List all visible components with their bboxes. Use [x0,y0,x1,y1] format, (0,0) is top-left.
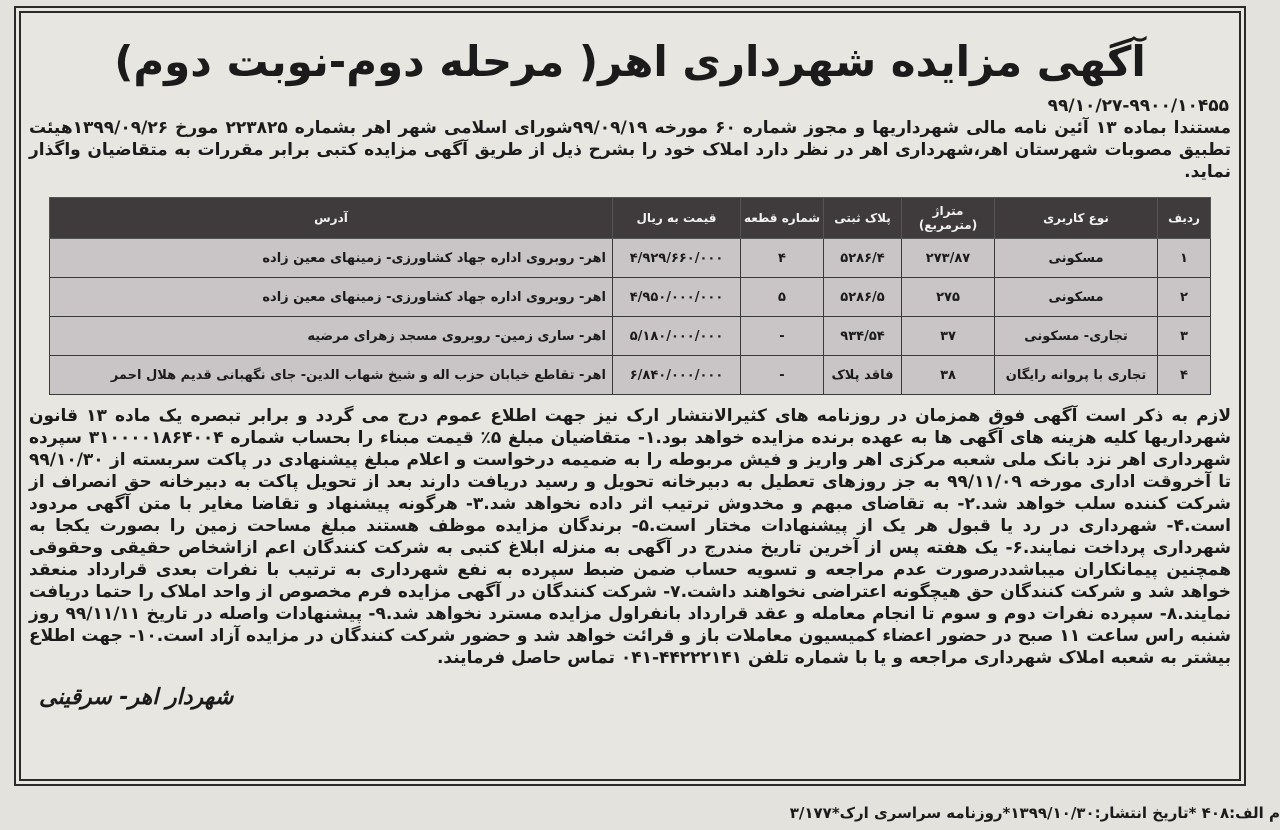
cell-area: ۲۷۵ [902,278,995,317]
cell-usage-type: مسکونی [995,239,1158,278]
cell-registration-plate: ۵۲۸۶/۴ [824,239,902,278]
notice-content [29,19,1231,773]
cell-price: ۵/۱۸۰/۰۰۰/۰۰۰ [613,317,741,356]
table-row [50,317,1211,356]
table-row [50,278,1211,317]
lots-table [49,197,1211,395]
notice-title: آگهی مزایده شهرداری اهر( مرحله دوم-نوبت دوم) [114,37,1146,86]
notice-frame [14,6,1246,786]
cell-row-number: ۲ [1158,278,1211,317]
header-row-number: ردیف [1158,198,1211,239]
cell-area: ۳۸ [902,356,995,395]
cell-area: ۳۷ [902,317,995,356]
cell-registration-plate: ۹۳۴/۵۴ [824,317,902,356]
publication-footer: ۳/۱۷۷*م الف:۴۰۸ *تاریخ انتشار:۱۳۹۹/۱۰/۳۰*روزنامه سراسری ارک [789,804,1280,822]
header-area: متراژ (مترمربع) [902,198,995,239]
table-row [50,356,1211,395]
cell-area: ۲۷۳/۸۷ [902,239,995,278]
cell-price: ۶/۸۴۰/۰۰۰/۰۰۰ [613,356,741,395]
cell-registration-plate: فاقد پلاک [824,356,902,395]
header-parcel-number: شماره قطعه [741,198,824,239]
cell-address: اهر- تقاطع خیابان حزب اله و شیخ شهاب الدین- جای نگهبانی قدیم هلال احمر [50,356,613,395]
cell-registration-plate: ۵۲۸۶/۵ [824,278,902,317]
mayor-signature: شهردار اهر- سرقینی [39,685,234,710]
table-header-row [50,198,1211,239]
cell-row-number: ۱ [1158,239,1211,278]
cell-address: اهر- روبروی اداره جهاد کشاورزی- زمینهای معین زاده [50,239,613,278]
header-usage-type: نوع کاربری [995,198,1158,239]
cell-price: ۴/۹۵۰/۰۰۰/۰۰۰ [613,278,741,317]
notice-intro: مستندا بماده ۱۳ آئین نامه مالی شهرداریها و مجوز شماره ۶۰ مورخه ۹۹/۰۹/۱۹شورای اسلامی شهر اهر بشماره ۲۲۳۸۲۵ مورخ ۱۳۹۹/۰۹/۲۶هیئت تطبیق مصوبات شهرستان اهر،شهرداری اهر در نظر دارد املاک خود را بشرح ذیل از طریق آگهی مزایده کتبی برابر مقررات به متقاضیان واگذار نماید. [29,118,1231,182]
header-price: قیمت به ریال [613,198,741,239]
header-address: آدرس [50,198,613,239]
notice-reference: ۹۹/۱۰/۲۷-۹۹۰۰/۱۰۴۵۵ [1047,96,1229,116]
cell-parcel-number: ۵ [741,278,824,317]
cell-usage-type: تجاری- مسکونی [995,317,1158,356]
table-row [50,239,1211,278]
cell-parcel-number: - [741,317,824,356]
cell-parcel-number: - [741,356,824,395]
cell-row-number: ۳ [1158,317,1211,356]
notice-body: لازم به ذکر است آگهی فوق همزمان در روزنامه های کثیرالانتشار ارک نیز جهت اطلاع عموم درج می گردد و برابر تبصره یک ماده ۱۳ قانون شهرداریها کلیه هزینه های آگهی ها به عهده برنده مزایده خواهد بود.۱- متقاضیان مبلغ ۵٪ قیمت مبناء را بحساب شماره ۳۱۰۰۰۰۱۸۶۴۰۰۴ سپرده شهرداری اهر نزد بانک ملی شعبه مرکزی اهر واریز و فیش مربوطه را به ضمیمه درخواست و اعلام مبلغ پیشنهادی در پاکت سربسته از ۹۹/۱۰/۳۰ تا آخروقت اداری مورخه ۹۹/۱۱/۰۹ به جز روزهای تعطیل به دبیرخانه تحویل و رسید دریافت دارند بعد از تحویل پاکت به دبیرخانه حق انصراف از شرکت کننده سلب خواهد شد.۲- به تقاضای مبهم و مخدوش ترتیب اثر داده نخواهد شد.۳- هرگونه پیشنهاد و تقاضا مغایر با متن آگهی مردود است.۴- شهرداری در رد یا قبول هر یک از پیشنهادات مختار است.۵- برندگان مزایده موظف هستند مبلغ مساحت زمین را بصورت یکجا به شهرداری پرداخت نمایند.۶- یک هفته پس از آخرین تاریخ مندرج در آگهی به منزله ابلاغ کتبی به شرکت کنندگان اعم ازاشخاص حقیقی وحقوقی همچنین پیمانکاران میباشددرصورت عدم مراجعه و تسویه حساب ضمن ضبط سپرده به نفع شهرداری به ترتیب با نفرات بعدی قرارداد منعقد خواهد شد و شرکت کنندگان حق هیچگونه اعتراضی نخواهند داشت.۷- شرکت کنندگان در آگهی مزایده فرم مخصوص از واحد املاک را حتما دریافت نمایند.۸- سپرده نفرات دوم و سوم تا انجام معامله و عقد قرارداد بانفراول مزایده مسترد نخواهد شد.۹- پیشنهادات واصله در تاریخ ۹۹/۱۱/۱۱ روز شنبه راس ساعت ۱۱ صبح در حضور اعضاء کمیسیون معاملات باز و قرائت خواهد شد و حضور شرکت کنندگان در مزایده آزاد است.۱۰- جهت اطلاع بیشتر به شعبه املاک شهرداری مراجعه و یا با شماره تلفن ۴۴۲۲۲۱۴۱-۰۴۱ تماس حاصل فرمایند. [29,406,1232,668]
cell-usage-type: تجاری با پروانه رایگان [995,356,1158,395]
cell-address: اهر- ساری زمین- روبروی مسجد زهرای مرضیه [50,317,613,356]
cell-address: اهر- روبروی اداره جهاد کشاورزی- زمینهای معین زاده [50,278,613,317]
cell-price: ۴/۹۲۹/۶۶۰/۰۰۰ [613,239,741,278]
cell-parcel-number: ۴ [741,239,824,278]
cell-row-number: ۴ [1158,356,1211,395]
cell-usage-type: مسکونی [995,278,1158,317]
header-registration-plate: پلاک ثبتی [824,198,902,239]
